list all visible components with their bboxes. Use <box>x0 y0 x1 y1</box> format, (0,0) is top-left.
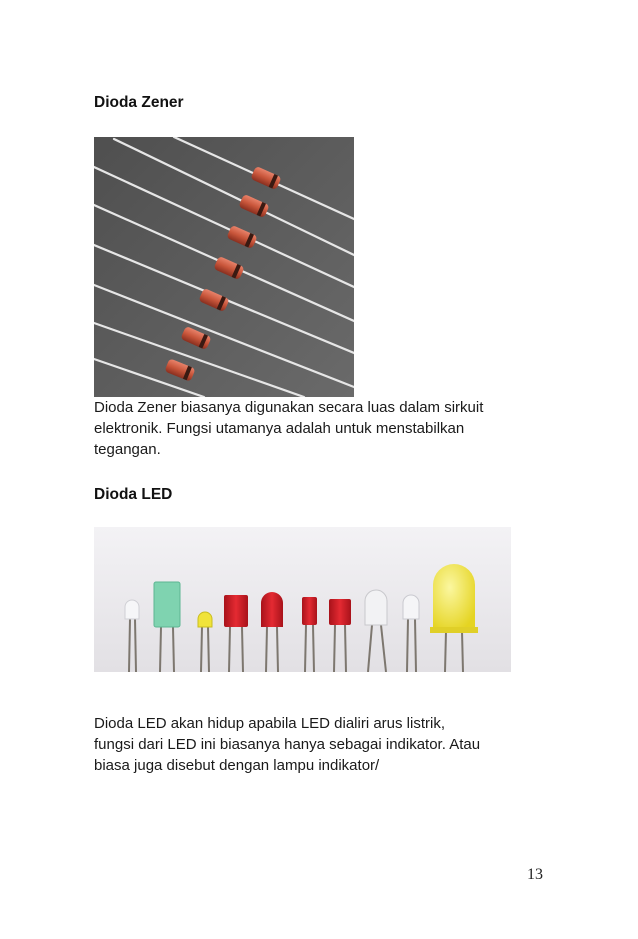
zener-paragraph <box>94 397 524 460</box>
page-number: 13 <box>527 866 543 883</box>
zener-text-line-2: elektronik. Fungsi utamanya adalah untuk menstabilkan <box>94 420 465 437</box>
zener-diode-illustration <box>94 137 354 397</box>
led-text-line-3: biasa juga disebut dengan lampu indikator/ <box>94 757 380 774</box>
heading-dioda-zener: Dioda Zener <box>94 94 184 111</box>
zener-text-line-1: Dioda Zener biasanya digunakan secara luas dalam sirkuit <box>94 399 484 416</box>
zener-diode-photo <box>94 137 354 397</box>
heading-dioda-led: Dioda LED <box>94 486 173 503</box>
led-photo <box>94 527 511 672</box>
zener-text-line-3: tegangan. <box>94 441 161 458</box>
led-paragraph <box>94 713 524 776</box>
led-text-line-2: fungsi dari LED ini biasanya hanya sebagai indikator. Atau <box>94 736 481 753</box>
led-text-line-1: Dioda LED akan hidup apabila LED dialiri arus listrik, <box>94 715 446 732</box>
led-illustration <box>94 527 511 672</box>
